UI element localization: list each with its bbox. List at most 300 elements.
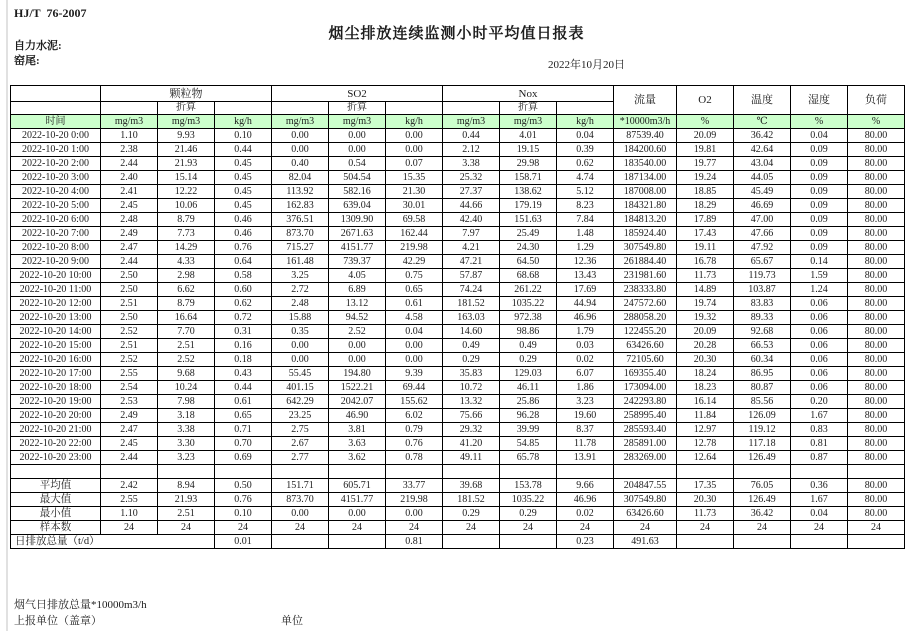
row-value: 0.00 [329, 143, 386, 157]
summary-value: 11.73 [677, 507, 734, 521]
row-value: 2.75 [272, 423, 329, 437]
empty-cell [101, 465, 158, 479]
row-value: 0.00 [272, 129, 329, 143]
row-value: 2671.63 [329, 227, 386, 241]
empty-cell [272, 465, 329, 479]
row-value: 219.98 [386, 241, 443, 255]
empty-cell [848, 465, 905, 479]
summary-value: 4151.77 [329, 493, 386, 507]
empty-cell [443, 102, 500, 115]
page-title: 烟尘排放连续监测小时平均值日报表 [328, 26, 585, 42]
row-value: 87539.40 [614, 129, 677, 143]
empty-cell [734, 465, 791, 479]
row-value: 0.60 [215, 283, 272, 297]
report-unit-label: 上报单位（盖章） [14, 615, 102, 627]
row-value: 8.79 [158, 297, 215, 311]
row-value: 2.55 [101, 367, 158, 381]
row-value: 0.71 [215, 423, 272, 437]
row-value: 80.87 [734, 381, 791, 395]
empty-cell [557, 102, 614, 115]
row-value: 0.00 [386, 129, 443, 143]
empty-cell [272, 102, 329, 115]
row-time: 2022-10-20 23:00 [11, 451, 101, 465]
row-value: 29.98 [500, 157, 557, 171]
daily-total-value [500, 535, 557, 549]
row-value: 0.69 [215, 451, 272, 465]
row-value: 0.58 [215, 269, 272, 283]
row-value: 158.71 [500, 171, 557, 185]
row-time: 2022-10-20 8:00 [11, 241, 101, 255]
table-row [11, 353, 905, 367]
row-value: 0.44 [215, 381, 272, 395]
table-row [11, 325, 905, 339]
summary-value: 39.68 [443, 479, 500, 493]
row-value: 7.73 [158, 227, 215, 241]
row-value: 80.00 [848, 255, 905, 269]
row-value: 19.32 [677, 311, 734, 325]
row-value: 1.79 [557, 325, 614, 339]
row-value: 0.00 [272, 353, 329, 367]
row-value: 29.32 [443, 423, 500, 437]
header-row-groups [11, 86, 905, 102]
row-value: 6.62 [158, 283, 215, 297]
row-time: 2022-10-20 4:00 [11, 185, 101, 199]
row-value: 46.69 [734, 199, 791, 213]
row-value: 57.87 [443, 269, 500, 283]
row-value: 283269.00 [614, 451, 677, 465]
row-value: 285891.00 [614, 437, 677, 451]
row-value: 2.44 [101, 157, 158, 171]
row-time: 2022-10-20 10:00 [11, 269, 101, 283]
row-value: 3.23 [557, 395, 614, 409]
row-value: 11.73 [677, 269, 734, 283]
summary-value: 2.55 [101, 493, 158, 507]
row-value: 0.02 [557, 353, 614, 367]
row-value: 2.67 [272, 437, 329, 451]
row-value: 41.20 [443, 437, 500, 451]
row-value: 69.44 [386, 381, 443, 395]
row-value: 0.20 [791, 395, 848, 409]
summary-value: 17.35 [677, 479, 734, 493]
row-value: 80.00 [848, 423, 905, 437]
row-value: 2.38 [101, 143, 158, 157]
row-value: 3.62 [329, 451, 386, 465]
row-value: 80.00 [848, 185, 905, 199]
row-value: 288058.20 [614, 311, 677, 325]
table-row [11, 437, 905, 451]
daily-total-value: 0.81 [386, 535, 443, 549]
converted-header-so2: 折算 [329, 102, 386, 115]
row-value: 19.77 [677, 157, 734, 171]
daily-total-value [677, 535, 734, 549]
summary-label: 最大值 [11, 493, 101, 507]
summary-value: 80.00 [848, 479, 905, 493]
row-value: 0.09 [791, 185, 848, 199]
row-value: 3.38 [158, 423, 215, 437]
row-value: 0.46 [215, 213, 272, 227]
row-value: 126.09 [734, 409, 791, 423]
row-value: 4.58 [386, 311, 443, 325]
row-value: 46.11 [500, 381, 557, 395]
row-value: 0.45 [215, 199, 272, 213]
row-value: 2.44 [101, 255, 158, 269]
row-value: 9.68 [158, 367, 215, 381]
row-value: 0.65 [215, 409, 272, 423]
summary-value: 24 [677, 521, 734, 535]
row-value: 715.27 [272, 241, 329, 255]
header-humidity: 湿度 [791, 86, 848, 115]
row-value: 1522.21 [329, 381, 386, 395]
group-header-nox: Nox [443, 86, 614, 102]
row-value: 0.16 [215, 339, 272, 353]
row-value: 80.00 [848, 381, 905, 395]
header-flow: 流量 [614, 86, 677, 115]
summary-row [11, 493, 905, 507]
row-value: 35.83 [443, 367, 500, 381]
row-value: 44.94 [557, 297, 614, 311]
group-header-so2: SO2 [272, 86, 443, 102]
row-value: 0.44 [443, 129, 500, 143]
table-row [11, 297, 905, 311]
row-value: 20.30 [677, 353, 734, 367]
summary-value: 24 [443, 521, 500, 535]
summary-row [11, 507, 905, 521]
table-row [11, 381, 905, 395]
unit-cell: ℃ [734, 115, 791, 129]
unit-cell: % [791, 115, 848, 129]
table-row [11, 269, 905, 283]
row-value: 285593.40 [614, 423, 677, 437]
row-value: 0.00 [272, 143, 329, 157]
table-row [11, 241, 905, 255]
row-value: 873.70 [272, 227, 329, 241]
row-value: 2.52 [158, 353, 215, 367]
unit-cell: mg/m3 [272, 115, 329, 129]
row-value: 247572.60 [614, 297, 677, 311]
unit-cell: mg/m3 [158, 115, 215, 129]
row-value: 2.48 [272, 297, 329, 311]
summary-value: 24 [614, 521, 677, 535]
empty-cell [11, 102, 101, 115]
row-value: 0.31 [215, 325, 272, 339]
row-value: 12.64 [677, 451, 734, 465]
row-value: 2.47 [101, 423, 158, 437]
row-value: 80.00 [848, 241, 905, 255]
row-value: 60.34 [734, 353, 791, 367]
summary-value: 219.98 [386, 493, 443, 507]
row-value: 64.50 [500, 255, 557, 269]
row-value: 0.04 [791, 129, 848, 143]
row-value: 3.23 [158, 451, 215, 465]
row-value: 0.06 [791, 353, 848, 367]
summary-value: 24 [500, 521, 557, 535]
row-value: 2.51 [101, 339, 158, 353]
row-value: 169355.40 [614, 367, 677, 381]
row-value: 0.65 [386, 283, 443, 297]
row-value: 46.96 [557, 311, 614, 325]
row-value: 0.04 [557, 129, 614, 143]
row-value: 80.00 [848, 395, 905, 409]
report-date: 2022年10月20日 [548, 59, 625, 71]
summary-value: 307549.80 [614, 493, 677, 507]
row-value: 179.19 [500, 199, 557, 213]
summary-value: 80.00 [848, 493, 905, 507]
row-value: 1.86 [557, 381, 614, 395]
spacer-row [11, 465, 905, 479]
row-value: 0.35 [272, 325, 329, 339]
row-value: 2.45 [101, 199, 158, 213]
table-row [11, 227, 905, 241]
row-value: 80.00 [848, 199, 905, 213]
time-header: 时间 [11, 115, 101, 129]
row-value: 2.12 [443, 143, 500, 157]
row-value: 80.00 [848, 143, 905, 157]
row-value: 1.59 [791, 269, 848, 283]
row-value: 80.00 [848, 171, 905, 185]
empty-cell [11, 465, 101, 479]
summary-value: 0.00 [329, 507, 386, 521]
row-value: 10.24 [158, 381, 215, 395]
row-value: 307549.80 [614, 241, 677, 255]
unit-cell: mg/m3 [500, 115, 557, 129]
summary-value: 24 [386, 521, 443, 535]
unit-cell: % [848, 115, 905, 129]
row-value: 194.80 [329, 367, 386, 381]
summary-value: 24 [215, 521, 272, 535]
daily-total-value [272, 535, 329, 549]
row-value: 3.25 [272, 269, 329, 283]
row-value: 4.21 [443, 241, 500, 255]
row-value: 3.81 [329, 423, 386, 437]
row-value: 80.00 [848, 353, 905, 367]
row-value: 18.85 [677, 185, 734, 199]
row-value: 3.38 [443, 157, 500, 171]
row-value: 161.48 [272, 255, 329, 269]
row-value: 0.40 [272, 157, 329, 171]
row-value: 6.02 [386, 409, 443, 423]
row-value: 8.23 [557, 199, 614, 213]
row-value: 0.49 [443, 339, 500, 353]
daily-total-value: 0.01 [215, 535, 272, 549]
table-row [11, 311, 905, 325]
row-value: 1.24 [791, 283, 848, 297]
row-value: 2.45 [101, 437, 158, 451]
row-value: 261.22 [500, 283, 557, 297]
row-value: 0.61 [386, 297, 443, 311]
row-value: 19.60 [557, 409, 614, 423]
summary-value: 24 [158, 521, 215, 535]
row-value: 0.09 [791, 241, 848, 255]
row-value: 19.11 [677, 241, 734, 255]
row-value: 9.93 [158, 129, 215, 143]
row-value: 4.74 [557, 171, 614, 185]
row-value: 2.50 [101, 283, 158, 297]
summary-value: 24 [791, 521, 848, 535]
table-row [11, 283, 905, 297]
row-value: 0.61 [215, 395, 272, 409]
table-row [11, 171, 905, 185]
row-value: 80.00 [848, 213, 905, 227]
daily-total-value [329, 535, 386, 549]
table-row [11, 143, 905, 157]
row-value: 2.72 [272, 283, 329, 297]
row-value: 0.46 [215, 227, 272, 241]
row-value: 94.52 [329, 311, 386, 325]
row-value: 19.15 [500, 143, 557, 157]
row-value: 55.45 [272, 367, 329, 381]
table-row [11, 423, 905, 437]
row-value: 2.52 [101, 325, 158, 339]
table-row [11, 409, 905, 423]
row-value: 1035.22 [500, 297, 557, 311]
unit-cell: kg/h [215, 115, 272, 129]
row-value: 13.43 [557, 269, 614, 283]
row-time: 2022-10-20 7:00 [11, 227, 101, 241]
converted-header-nox: 折算 [500, 102, 557, 115]
summary-value: 0.00 [272, 507, 329, 521]
table-row [11, 157, 905, 171]
row-value: 17.69 [557, 283, 614, 297]
row-value: 25.49 [500, 227, 557, 241]
row-value: 44.66 [443, 199, 500, 213]
row-value: 2.40 [101, 171, 158, 185]
row-value: 7.97 [443, 227, 500, 241]
empty-cell [158, 465, 215, 479]
row-value: 2.50 [101, 269, 158, 283]
row-value: 0.09 [791, 213, 848, 227]
row-value: 0.43 [215, 367, 272, 381]
row-value: 12.78 [677, 437, 734, 451]
row-value: 20.28 [677, 339, 734, 353]
row-value: 18.29 [677, 199, 734, 213]
summary-value: 151.71 [272, 479, 329, 493]
row-value: 0.45 [215, 185, 272, 199]
row-value: 119.12 [734, 423, 791, 437]
row-value: 21.30 [386, 185, 443, 199]
row-value: 6.89 [329, 283, 386, 297]
row-value: 80.00 [848, 451, 905, 465]
row-value: 80.00 [848, 311, 905, 325]
table-row [11, 213, 905, 227]
row-value: 16.64 [158, 311, 215, 325]
summary-label: 最小值 [11, 507, 101, 521]
daily-total-value [848, 535, 905, 549]
summary-value: 63426.60 [614, 507, 677, 521]
summary-value: 80.00 [848, 507, 905, 521]
report-table-container [10, 85, 904, 549]
row-value: 10.06 [158, 199, 215, 213]
row-value: 18.24 [677, 367, 734, 381]
row-value: 184321.80 [614, 199, 677, 213]
row-value: 16.78 [677, 255, 734, 269]
empty-cell [677, 465, 734, 479]
row-value: 0.00 [329, 129, 386, 143]
row-time: 2022-10-20 20:00 [11, 409, 101, 423]
row-value: 0.06 [791, 381, 848, 395]
row-value: 2042.07 [329, 395, 386, 409]
row-value: 231981.60 [614, 269, 677, 283]
row-value: 117.18 [734, 437, 791, 451]
row-time: 2022-10-20 12:00 [11, 297, 101, 311]
daily-total-label: 日排放总量（t/d） [11, 535, 215, 549]
row-value: 27.37 [443, 185, 500, 199]
row-value: 65.78 [500, 451, 557, 465]
row-value: 65.67 [734, 255, 791, 269]
row-value: 3.30 [158, 437, 215, 451]
row-value: 162.83 [272, 199, 329, 213]
row-value: 80.00 [848, 367, 905, 381]
row-value: 0.87 [791, 451, 848, 465]
daily-total-value: 0.23 [557, 535, 614, 549]
row-value: 582.16 [329, 185, 386, 199]
row-value: 5.12 [557, 185, 614, 199]
summary-value: 0.29 [500, 507, 557, 521]
daily-total-value [791, 535, 848, 549]
row-value: 113.92 [272, 185, 329, 199]
empty-cell [386, 465, 443, 479]
row-value: 83.83 [734, 297, 791, 311]
row-value: 2.47 [101, 241, 158, 255]
row-value: 0.00 [386, 353, 443, 367]
table-row [11, 185, 905, 199]
row-value: 15.88 [272, 311, 329, 325]
row-value: 80.00 [848, 129, 905, 143]
summary-rows [11, 465, 905, 549]
header-temperature: 温度 [734, 86, 791, 115]
row-value: 43.04 [734, 157, 791, 171]
row-value: 2.52 [101, 353, 158, 367]
row-time: 2022-10-20 15:00 [11, 339, 101, 353]
row-time: 2022-10-20 3:00 [11, 171, 101, 185]
flow-total-note: 烟气日排放总量*10000m3/h [14, 599, 147, 611]
row-value: 96.28 [500, 409, 557, 423]
row-value: 261884.40 [614, 255, 677, 269]
row-value: 0.18 [215, 353, 272, 367]
table-row [11, 367, 905, 381]
daily-total-value: 491.63 [614, 535, 677, 549]
row-value: 12.36 [557, 255, 614, 269]
row-value: 1309.90 [329, 213, 386, 227]
row-time: 2022-10-20 11:00 [11, 283, 101, 297]
row-value: 0.44 [215, 143, 272, 157]
row-value: 972.38 [500, 311, 557, 325]
row-value: 17.43 [677, 227, 734, 241]
row-value: 92.68 [734, 325, 791, 339]
row-value: 0.49 [500, 339, 557, 353]
row-time: 2022-10-20 19:00 [11, 395, 101, 409]
header-row-units [11, 115, 905, 129]
unit-cell: mg/m3 [443, 115, 500, 129]
row-value: 17.89 [677, 213, 734, 227]
converted-header-particulate: 折算 [158, 102, 215, 115]
row-value: 739.37 [329, 255, 386, 269]
row-value: 0.09 [791, 143, 848, 157]
row-value: 2.52 [329, 325, 386, 339]
row-value: 30.01 [386, 199, 443, 213]
row-time: 2022-10-20 2:00 [11, 157, 101, 171]
row-value: 45.49 [734, 185, 791, 199]
row-value: 3.63 [329, 437, 386, 451]
row-value: 0.76 [386, 437, 443, 451]
table-row [11, 451, 905, 465]
row-value: 0.10 [215, 129, 272, 143]
row-time: 2022-10-20 13:00 [11, 311, 101, 325]
row-value: 75.66 [443, 409, 500, 423]
row-value: 4151.77 [329, 241, 386, 255]
summary-value: 21.93 [158, 493, 215, 507]
row-value: 184813.20 [614, 213, 677, 227]
row-value: 19.81 [677, 143, 734, 157]
